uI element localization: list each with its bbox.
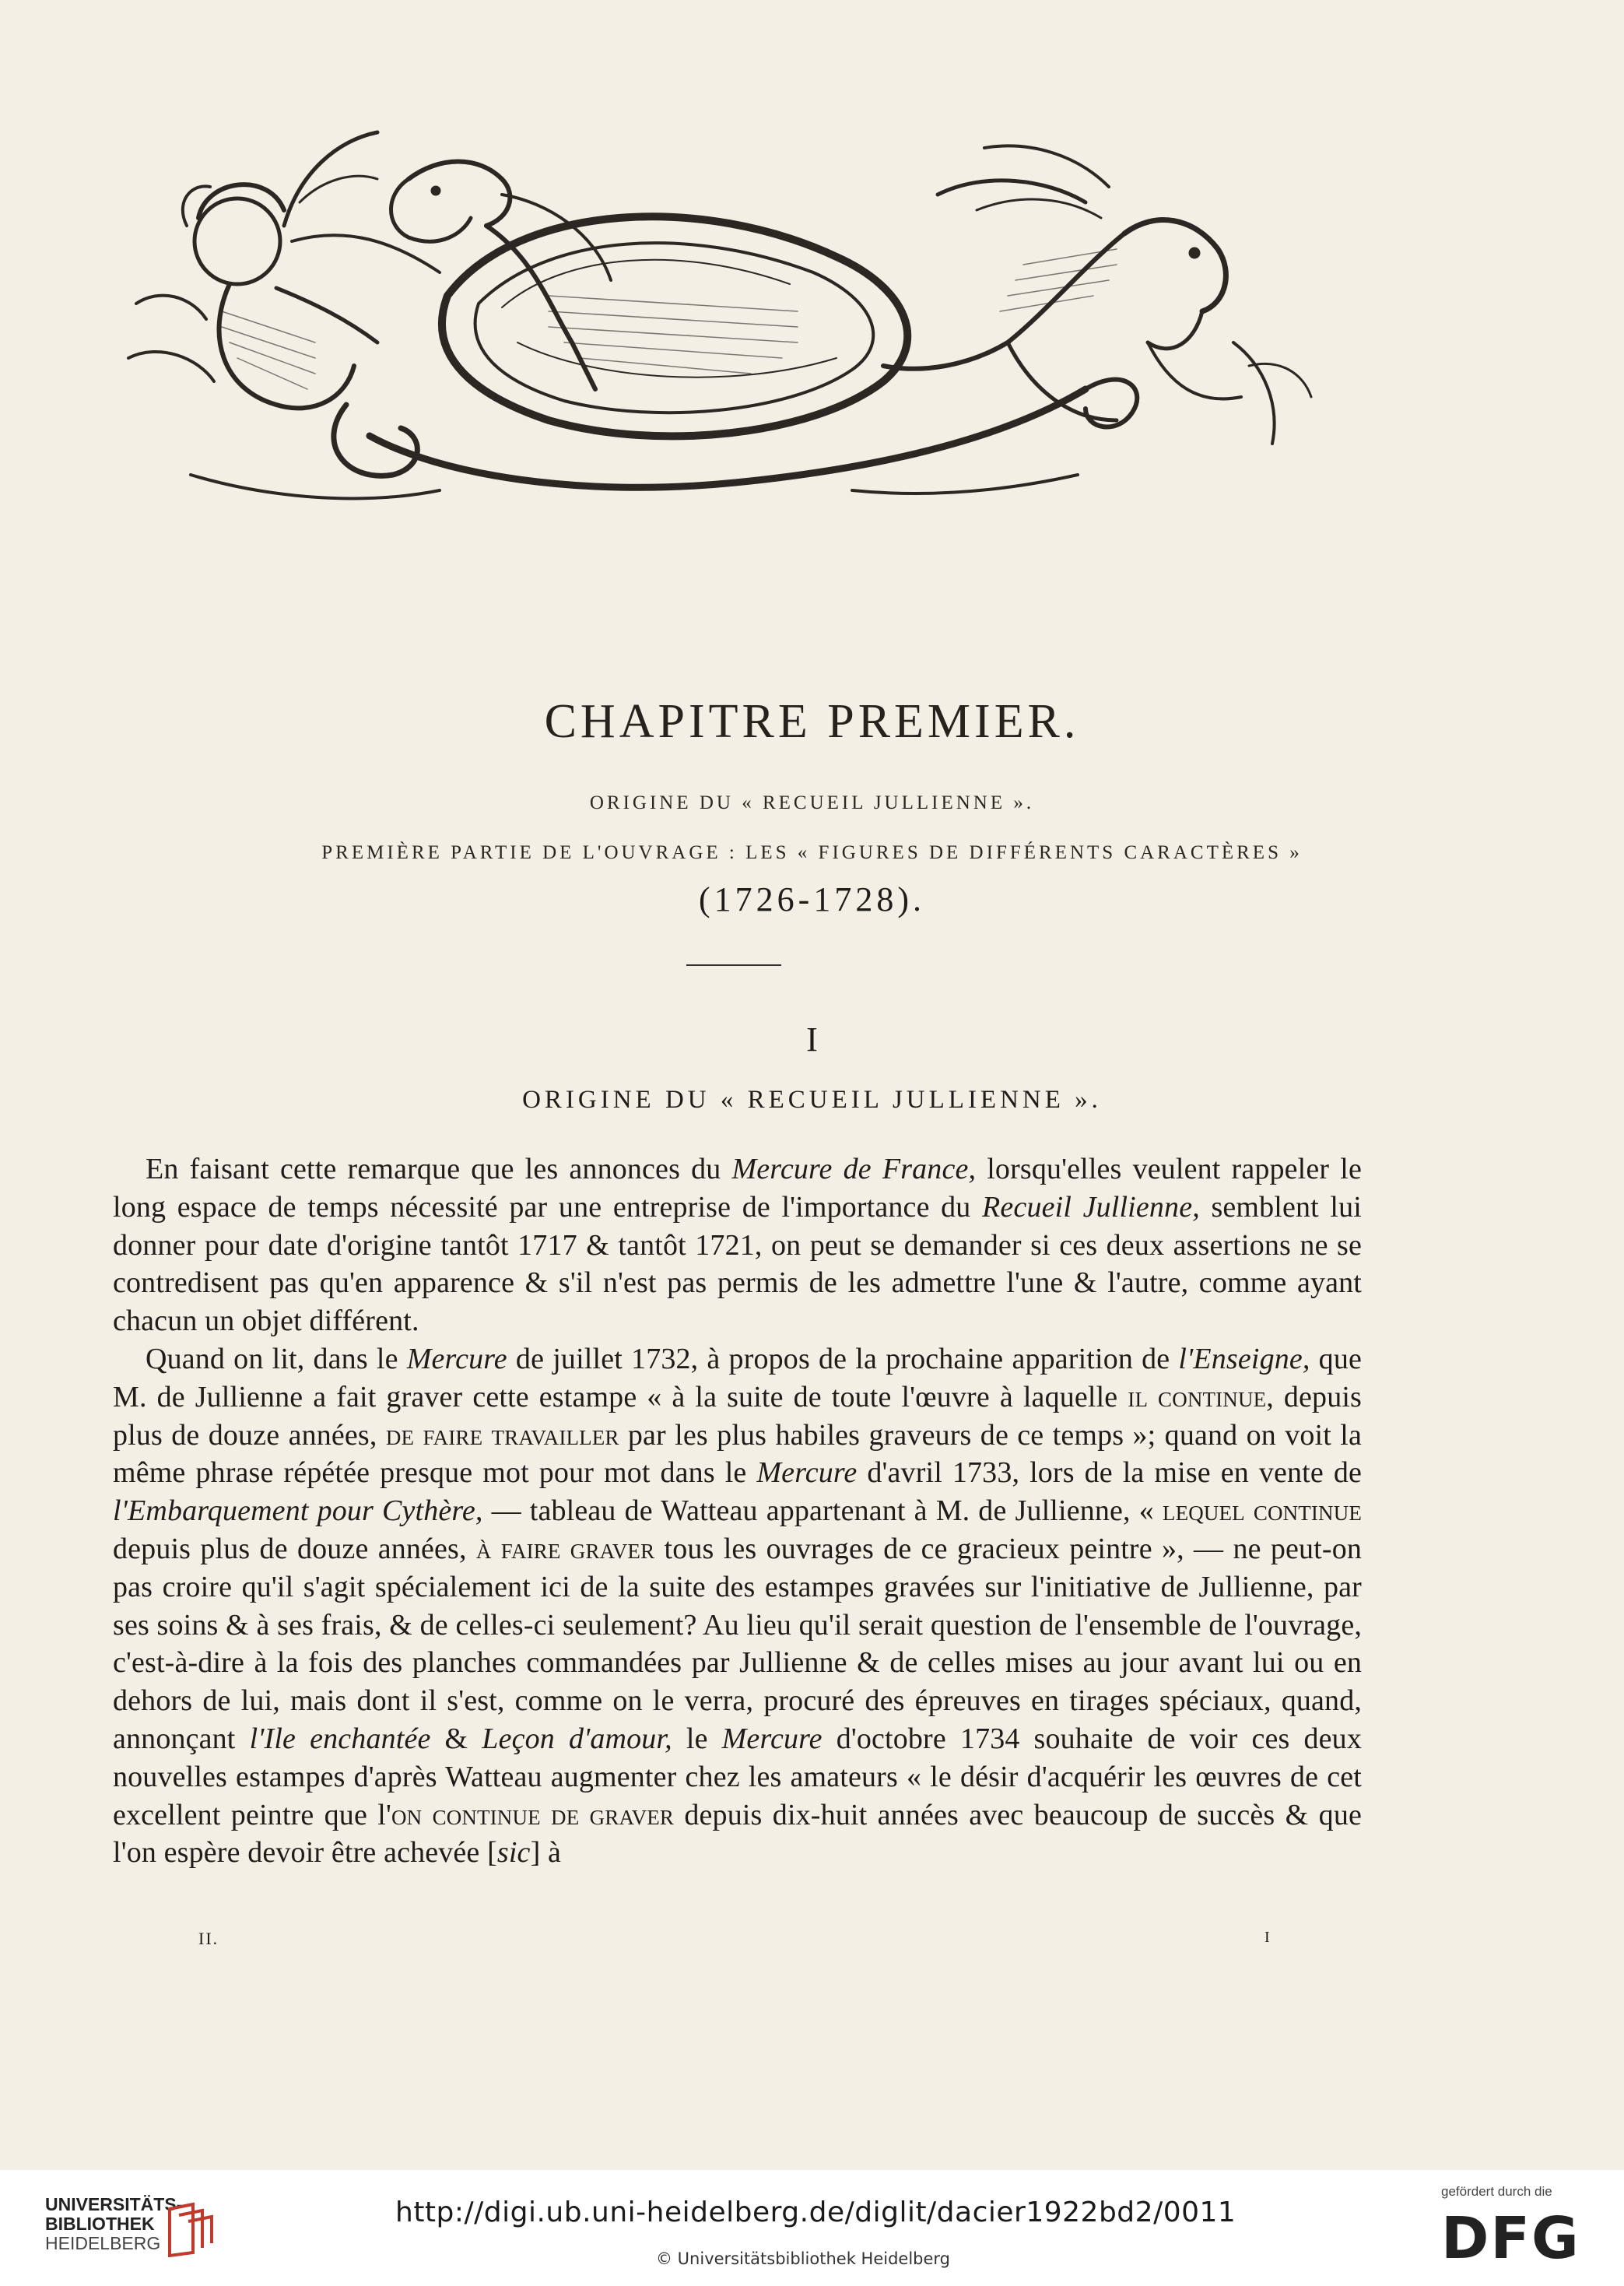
copyright-notice: © Universitätsbibliothek Heidelberg bbox=[656, 2249, 951, 2268]
folio-number: I bbox=[1264, 1929, 1270, 1946]
digitization-footer bbox=[0, 2170, 1624, 2286]
text-run: Quand on lit, dans le bbox=[146, 1342, 407, 1375]
chapter-title: CHAPITRE PREMIER. bbox=[544, 695, 1080, 748]
small-caps-run: on continue de graver bbox=[391, 1798, 675, 1831]
text-run: d'octobre 1734 souhaite de voir ces deux nouvelles estampes d'après Watteau augmenter chez les amateurs « le désir d'acquérir les œuvres de cet excellent peintre que l' bbox=[113, 1722, 1362, 1831]
text-run: & bbox=[430, 1722, 482, 1755]
text-run: de juillet 1732, à propos de la prochaine apparition de bbox=[507, 1342, 1179, 1375]
library-logo[interactable] bbox=[45, 2195, 240, 2265]
divider-rule bbox=[686, 964, 781, 966]
italic-title: sic bbox=[496, 1836, 531, 1870]
library-name-line: HEIDELBERG bbox=[45, 2233, 161, 2253]
text-run: que M. de Jullienne a fait graver cette estampe « à la suite de toute l'œuvre à laquelle bbox=[113, 1342, 1362, 1413]
text-run: depuis plus de douze années, bbox=[113, 1532, 476, 1565]
text-run: ] à bbox=[530, 1836, 562, 1870]
library-name-line: BIBLIOTHEK bbox=[45, 2214, 155, 2234]
chapter-dates: (1726-1728). bbox=[699, 880, 925, 918]
text-run: lorsqu'elles veulent rappeler le long espace de temps nécessité par une entreprise de l'importance du bbox=[113, 1153, 1363, 1224]
italic-title: Leçon d'amour, bbox=[482, 1722, 672, 1755]
italic-title: Mercure bbox=[756, 1456, 858, 1490]
chapter-subtitle: ORIGINE DU « RECUEIL JULLIENNE ». bbox=[589, 792, 1035, 813]
italic-title: l'Embarquement pour Cythère, bbox=[113, 1494, 483, 1528]
section-title: ORIGINE DU « RECUEIL JULLIENNE ». bbox=[522, 1086, 1102, 1114]
text-run: semblent lui donner pour date d'origine tantôt 1717 & tantôt 1721, on peut se demander si ces deux assertions ne se contredisent pas qu'en apparence & s'il n'est pas permis de les admettre l'une & l'autre, comme ayant chacun un objet différent. bbox=[113, 1190, 1362, 1338]
body-text bbox=[113, 1150, 1362, 1872]
small-caps-run: de faire travailler bbox=[385, 1418, 619, 1452]
ornamental-headpiece-engraving bbox=[113, 109, 1327, 521]
library-emblem-icon bbox=[162, 2201, 216, 2257]
small-caps-run: lequel continue bbox=[1162, 1494, 1362, 1528]
library-name-line: UNIVERSITÄTS- bbox=[45, 2194, 183, 2214]
text-run: , depuis plus de douze années, bbox=[113, 1380, 1362, 1452]
small-caps-run: à faire graver bbox=[475, 1532, 655, 1565]
small-caps-run: il continue bbox=[1128, 1380, 1267, 1413]
chapter-subtitle-part: PREMIÈRE PARTIE DE L'OUVRAGE : LES « FIGURES DE DIFFÉRENTS CARACTÈRES » bbox=[321, 842, 1303, 863]
italic-title: Recueil Jullienne, bbox=[982, 1190, 1200, 1224]
italic-title: Mercure de France, bbox=[731, 1153, 977, 1185]
text-run: d'avril 1733, lors de la mise en vente de bbox=[857, 1456, 1362, 1490]
text-run: tous les ouvrages de ce gracieux peintre », — ne peut-on pas croire qu'il s'agit spécialement ici de la suite des estampes gravées sur l'initiative de Jullienne, par ses soins & à ses frais, & de celles-ci seulement? Au lieu qu'il serait question de l'ensemble de l'ouvrage, c'est-à-dire à la fois des planches commandées par Jullienne & de celles mises au jour avant lui ou en dehors de lui, mais dont il s'est, comme on le verra, procuré des épreuves en tirages spéciaux, quand, annonçant bbox=[113, 1532, 1362, 1755]
italic-title: Mercure bbox=[406, 1342, 507, 1375]
italic-title: l'Enseigne, bbox=[1178, 1342, 1310, 1375]
funder-label: gefördert durch die bbox=[1441, 2184, 1552, 2199]
text-run: — tableau de Watteau appartenant à M. de Jullienne, « bbox=[482, 1494, 1163, 1528]
text-run: depuis dix-huit années avec beaucoup de succès & que l'on espère devoir être achevée [ bbox=[113, 1798, 1362, 1870]
signature-mark: II. bbox=[198, 1929, 219, 1948]
text-run: par les plus habiles graveurs de ce temps »; quand on voit la même phrase répétée presque mot pour mot dans le bbox=[113, 1418, 1363, 1490]
paragraph bbox=[113, 1340, 1362, 1872]
italic-title: Mercure bbox=[721, 1722, 823, 1755]
paragraph bbox=[113, 1150, 1362, 1340]
text-run: le bbox=[672, 1722, 722, 1755]
dfg-logo[interactable]: DFG bbox=[1441, 2205, 1580, 2272]
source-url-link[interactable]: http://digi.ub.uni-heidelberg.de/diglit/dacier1922bd2/0011 bbox=[395, 2196, 1236, 2228]
italic-title: l'Ile enchantée bbox=[249, 1722, 431, 1755]
text-run: En faisant cette remarque que les annonces du bbox=[146, 1153, 732, 1185]
section-number: I bbox=[806, 1020, 818, 1059]
